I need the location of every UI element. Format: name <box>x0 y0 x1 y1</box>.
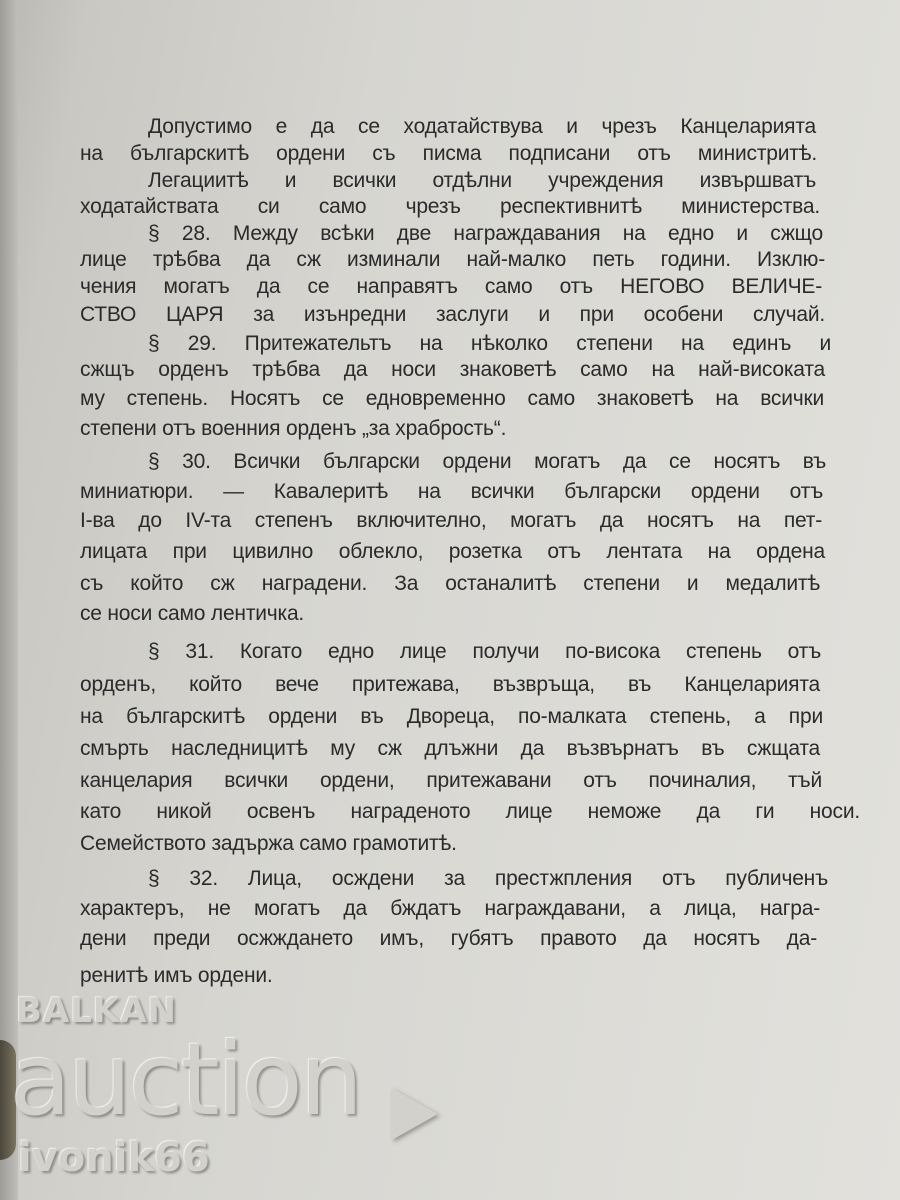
text-line: като никой освенъ наградeното лице неможе да ги носи. <box>80 800 860 823</box>
text-line: характеръ, не могатъ да бждатъ награждавани, а лица, награ- <box>80 897 820 920</box>
text-line: § 29. Притежательтъ на нѣколко степени на единъ и <box>148 332 831 355</box>
text-line: СТВО ЦАРЯ за изънредни заслуги и при особени случай. <box>80 303 825 326</box>
text-line: канцелария всички ордени, притежавани отъ починалия, тъй <box>80 769 822 792</box>
text-line: § 32. Лица, осждени за престжпления отъ публиченъ <box>148 867 828 890</box>
text-line: орденъ, който вече притежава, възвръща, въ Канцеларията <box>80 673 820 696</box>
text-line: степени отъ военния орденъ „за храбрость“. <box>80 417 507 440</box>
watermark-balkan: BALKAN <box>16 991 178 1031</box>
text-line: Легациитѣ и всички отдѣлни учреждения извършватъ <box>148 169 816 192</box>
watermark-seller-name: ivonik66 <box>18 1135 210 1181</box>
text-line: съ който сж наградени. За останалитѣ степени и медалитѣ <box>80 572 820 595</box>
text-line: лицата при цивилно облекло, розетка отъ лентата на ордена <box>80 540 825 563</box>
text-line: § 31. Когато едно лице получи по-висока степень отъ <box>148 640 821 663</box>
text-line: миниатюри. — Кавалеритѣ на всички български ордени отъ <box>80 480 823 503</box>
text-line: лице трѣбва да сж изминали най-малко петь години. Изклю- <box>80 248 825 271</box>
text-line: на българскитѣ ордени въ Двореца, по-малката степень, а при <box>80 705 823 728</box>
text-line: Допустимо е да се ходатайствува и чрезъ Канцеларията <box>148 115 816 138</box>
text-line: дени преди осжждането имъ, губятъ правото да носятъ да- <box>80 927 817 950</box>
watermark-play-arrow-icon <box>392 1088 438 1140</box>
text-line: ренитѣ имъ ордени. <box>80 964 273 987</box>
text-line: на българскитѣ ордени съ писма подписани отъ министритѣ. <box>80 142 817 165</box>
text-line: § 28. Между всѣки две награждавания на едно и сжщо <box>148 222 823 245</box>
text-line: I-ва до IV-та степенъ включително, могатъ да носятъ на пет- <box>80 509 822 532</box>
text-line: Семейството задържа само грамотитѣ. <box>80 832 457 855</box>
text-line: му степень. Носятъ се едновременно само знаковетѣ на всички <box>80 387 824 410</box>
text-line: сжщъ орденъ трѣбва да носи знаковетѣ само на най-високата <box>80 358 825 381</box>
text-line: § 30. Всички български ордени могатъ да се носятъ въ <box>148 450 826 473</box>
watermark-auction: auction <box>10 1021 361 1138</box>
text-line: се носи само лентичка. <box>80 602 305 625</box>
text-line: смърть наследницитѣ му сж длъжни да възвърнатъ въ сжщата <box>80 737 820 760</box>
text-line: ходатайствата си само чрезъ респективнитѣ министерства. <box>80 195 820 218</box>
text-line: чения могатъ да се направятъ само отъ НЕГОВО ВЕЛИЧЕ- <box>80 275 822 298</box>
